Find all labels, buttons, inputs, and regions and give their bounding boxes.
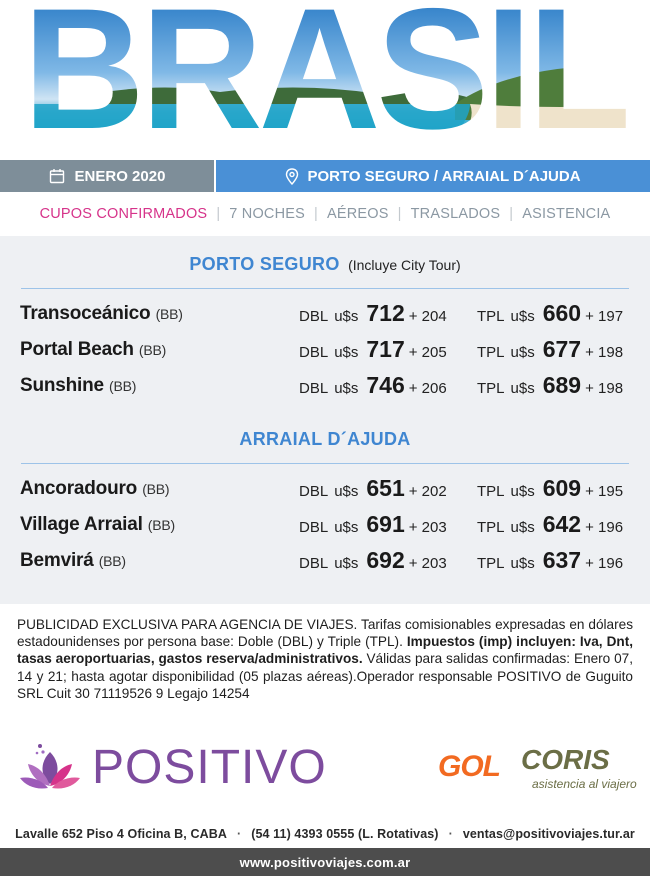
- email-link[interactable]: ventas@positivoviajes.tur.ar: [462, 827, 635, 841]
- destination-text: PORTO SEGURO / ARRAIAL D´AJUDA: [307, 167, 581, 185]
- dbl-price: DBL u$s 692 + 203: [299, 547, 447, 573]
- hotel-name: Bemvirá (BB): [20, 550, 126, 571]
- info-bar: [0, 160, 650, 192]
- hotel-name: Transoceánico (BB): [20, 303, 183, 324]
- tpl-price: TPL u$s 637 + 196: [477, 547, 624, 573]
- section-header: [0, 254, 650, 282]
- destination: [216, 160, 650, 192]
- feature-separator: |: [216, 206, 221, 222]
- hotel-row: [0, 333, 650, 369]
- dbl-price: DBL u$s 746 + 206: [299, 372, 447, 398]
- feature-separator: |: [509, 206, 514, 222]
- features-list: [0, 192, 650, 236]
- contact-separator: ·: [448, 827, 453, 841]
- hotel-row: [0, 297, 650, 333]
- tpl-price: TPL u$s 609 + 195: [477, 475, 624, 501]
- calendar-icon: [49, 168, 65, 184]
- location-pin-icon: [285, 168, 299, 185]
- hotel-name: Portal Beach (BB): [20, 339, 167, 360]
- legal-disclaimer: PUBLICIDAD EXCLUSIVA PARA AGENCIA DE VIAJES. Tarifas comisionables expresadas en dólares estadounidenses por persona base: Doble (DBL) y Triple (TPL). Impuestos (imp) incluyen: Iva, Dnt, tasas aeroportuarias, gastos reserva/administrativos. Válidas para salidas confirmadas: Enero 07, 14 y 21; hasta agotar disponibilidad (05 plazas aéreas).Operador responsable POSITIVO de Guguito SRL Cuit 30 71119526 9 Legajo 14254: [17, 617, 633, 701]
- hero-banner: [0, 0, 650, 160]
- dbl-price: DBL u$s 717 + 205: [299, 336, 447, 362]
- feature-flights: AÉREOS: [326, 206, 389, 222]
- contact-separator: ·: [236, 827, 242, 841]
- feature-separator: |: [397, 206, 402, 222]
- coris-logo: CORIS: [521, 744, 610, 775]
- hotel-name: Sunshine (BB): [20, 375, 137, 396]
- address-text: Lavalle 652 Piso 4 Oficina B, CABA: [15, 827, 227, 841]
- section-note: (Incluye City Tour): [348, 257, 461, 273]
- hotel-row: [0, 544, 650, 580]
- phone-text: (54 11) 4393 0555 (L. Rotativas): [251, 827, 439, 841]
- feature-nights: 7 NOCHES: [229, 206, 306, 222]
- tpl-price: TPL u$s 642 + 196: [477, 511, 624, 537]
- coris-tagline: asistencia al viajero: [532, 777, 637, 791]
- contact-info: [0, 818, 650, 850]
- website-link[interactable]: www.positivoviajes.com.ar: [239, 854, 411, 870]
- hotel-name: Village Arraial (BB): [20, 514, 175, 535]
- price-panel: [0, 236, 650, 604]
- feature-transfers: TRASLADOS: [410, 206, 501, 222]
- section-divider: [21, 288, 629, 289]
- board-basis: (BB): [142, 481, 170, 497]
- board-basis: (BB): [138, 342, 167, 358]
- feature-confirmed-seats: CUPOS CONFIRMADOS: [39, 206, 208, 222]
- section-title: PORTO SEGURO: [189, 254, 340, 274]
- tpl-price: TPL u$s 677 + 198: [477, 336, 624, 362]
- tpl-price: TPL u$s 689 + 198: [477, 372, 624, 398]
- hotel-row: [0, 369, 650, 405]
- gol-logo: GOL: [438, 750, 500, 783]
- travel-date: [0, 160, 214, 192]
- taxes-included-text: Impuestos (imp) incluyen: Iva, Dnt, tasas aeroportuarias, gastos reserva/administrativos.: [17, 634, 633, 667]
- board-basis: (BB): [155, 306, 183, 322]
- positivo-logo: POSITIVO: [92, 741, 327, 794]
- brand-logos: [0, 728, 650, 818]
- lotus-icon: [18, 740, 82, 801]
- hotel-row: [0, 508, 650, 544]
- section-header: [0, 429, 650, 457]
- board-basis: (BB): [98, 553, 126, 569]
- travel-date-text: ENERO 2020: [74, 167, 166, 185]
- section-title: ARRAIAL D´AJUDA: [239, 429, 411, 449]
- footer-bar: [0, 848, 650, 876]
- dbl-price: DBL u$s 691 + 203: [299, 511, 447, 537]
- tpl-price: TPL u$s 660 + 197: [477, 300, 624, 326]
- board-basis: (BB): [109, 378, 137, 394]
- feature-assistance: ASISTENCIA: [522, 206, 611, 222]
- hotel-name: Ancoradouro (BB): [20, 478, 170, 499]
- section-divider: [21, 463, 629, 464]
- feature-separator: |: [314, 206, 318, 222]
- dbl-price: DBL u$s 712 + 204: [299, 300, 447, 326]
- section-gap: [0, 405, 650, 429]
- hotel-row: [0, 472, 650, 508]
- dbl-price: DBL u$s 651 + 202: [299, 475, 447, 501]
- board-basis: (BB): [147, 517, 175, 533]
- hero-title-graphic: [0, 0, 650, 160]
